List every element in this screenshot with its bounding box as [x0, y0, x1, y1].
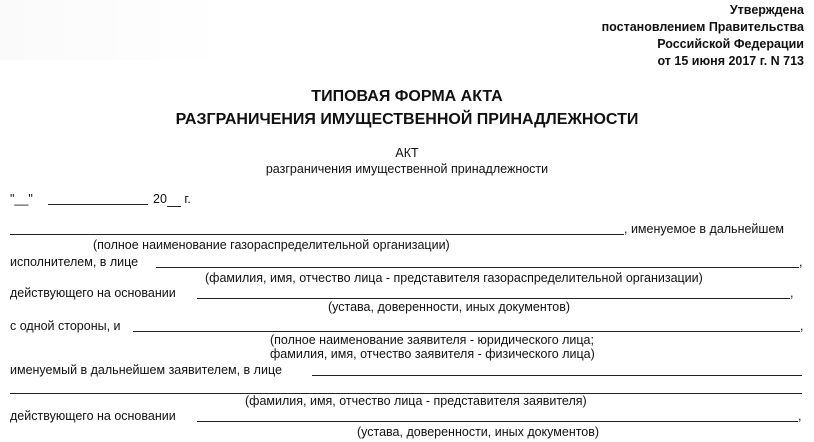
named-applicant-label: именуемый в дальнейшем заявителем, в лице — [10, 363, 282, 377]
date-month-line[interactable] — [48, 204, 148, 205]
date-day-prefix: "__" — [10, 192, 33, 206]
basis-label-1: действующего на основании — [10, 286, 176, 300]
comma-3: , — [800, 319, 804, 333]
applicant-rep-line[interactable] — [312, 375, 802, 376]
title-line-2: РАЗГРАНИЧЕНИЯ ИМУЩЕСТВЕННОЙ ПРИНАДЛЕЖНОСТИ — [175, 111, 639, 128]
date-year-prefix: 20 — [153, 192, 167, 206]
gas-org-name-line[interactable] — [10, 234, 624, 235]
comma-2: , — [790, 286, 794, 300]
caption-docs-1: (устава, доверенности, иных документов) — [328, 300, 571, 314]
date-day-field[interactable] — [10, 191, 33, 207]
named-executor-suffix: , именуемое в дальнейшем — [624, 222, 784, 236]
caption-rep-applicant: (фамилия, имя, отчество лица - представителя заявителя) — [245, 394, 587, 408]
executor-label: исполнителем, в лице — [10, 255, 139, 269]
date-year-blank[interactable] — [167, 195, 181, 207]
approval-line-1: Утверждена — [729, 3, 804, 17]
comma-1: , — [799, 255, 803, 269]
act-heading: АКТ — [395, 146, 419, 160]
basis-line-2[interactable] — [197, 421, 798, 422]
approval-line-2: постановлением Правительства — [601, 20, 804, 34]
one-side-label: с одной стороны, и — [10, 319, 121, 333]
comma-4: , — [798, 409, 802, 423]
act-subheading: разграничения имущественной принадлежности — [265, 162, 549, 176]
caption-applicant-1: (полное наименование заявителя - юридического лица; — [270, 333, 594, 347]
caption-docs-2: (устава, доверенности, иных документов) — [357, 425, 600, 439]
caption-applicant-2: фамилия, имя, отчество заявителя - физического лица) — [270, 347, 595, 361]
approval-line-4: от 15 июня 2017 г. N 713 — [657, 54, 804, 68]
caption-rep-gas: (фамилия, имя, отчество лица - представителя газораспределительной организации) — [205, 271, 703, 285]
date-year-suffix: г. — [184, 192, 191, 206]
date-year — [153, 191, 191, 207]
approval-line-3: Российской Федерации — [657, 37, 804, 51]
approval-stamp — [602, 2, 804, 70]
scan-shading — [0, 0, 230, 60]
title-line-1: ТИПОВАЯ ФОРМА АКТА — [311, 88, 503, 105]
basis-label-2: действующего на основании — [10, 409, 176, 423]
executor-rep-line[interactable] — [156, 267, 799, 268]
caption-gas-org: (полное наименование газораспределительной организации) — [93, 238, 450, 252]
